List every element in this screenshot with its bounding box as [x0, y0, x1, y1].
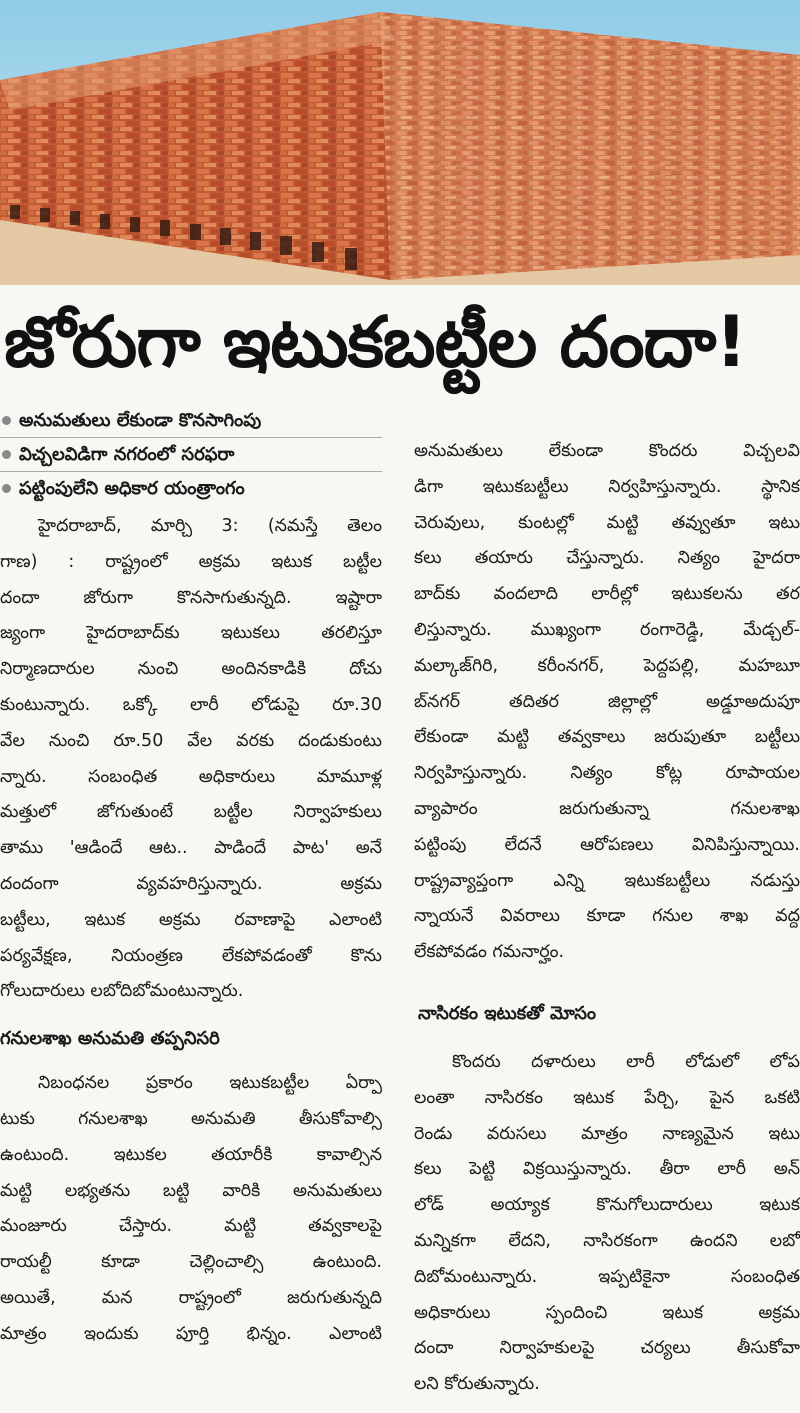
text-line: ఉంటుంది. ఇటుకల తయారీకి కావాల్సిన: [0, 1144, 382, 1165]
text-line: కొందరు దళారులు లారీ లోడులో లోప: [452, 1051, 800, 1072]
article-paragraph: [414, 1045, 800, 1403]
text-line: బట్టీలు, ఇటుక అక్రమ రవాణాపై ఎలాంటి: [0, 909, 382, 930]
text-line: రాష్ట్రవ్యాప్తంగా ఎన్ని ఇటుకబట్టీలు నడుస్తు: [414, 870, 800, 891]
text-line: మట్టి లభ్యతను బట్టి వారికి అనుమతులు: [0, 1180, 382, 1201]
bullet-point: విచ్చలవిడిగా నగరంలో సరఫరా: [0, 438, 382, 472]
text-line: మల్కాజ్‌గిరి, కరీంనగర్, పెద్దపల్లి, మహబూ: [414, 655, 800, 676]
text-line: మత్తులో జోగుతుంటే బట్టీల నిర్వాహకులు: [0, 802, 382, 823]
text-line: గోలుదారులు లబోదిబోమంటున్నారు.: [0, 981, 244, 1002]
text-line: దందా జోరుగా కొనసాగుతున్నది. ఇష్టారా: [0, 587, 382, 608]
bullet-dot-icon: [2, 484, 11, 493]
text-line: తాము 'ఆడిందే ఆట.. పాడిందే పాట' అనే: [0, 838, 382, 859]
text-line: దిబోమంటున్నారు. ఇప్పటికైనా సంబంధిత: [414, 1266, 800, 1287]
bullet-dot-icon: [2, 450, 11, 459]
text-line: డిగా ఇటుకబట్టీలు నిర్వహిస్తున్నారు. స్థానిక: [414, 476, 800, 497]
text-line: కుంటున్నారు. ఒక్కో లారీ లోడుపై రూ.30: [0, 694, 382, 715]
text-line: గాణ) : రాష్ట్రంలో అక్రమ ఇటుక బట్టీల: [0, 551, 382, 572]
text-line: జ్యంగా హైదరాబాద్‌కు ఇటుకలు తరలిస్తూ: [0, 623, 382, 644]
headline: జోరుగా ఇటుకబట్టీల దందా!: [4, 301, 747, 383]
text-line: బ్‌నగర్ తదితర జిల్లాల్లో అడ్డూఅదుపూ: [414, 691, 800, 712]
article-paragraph: [0, 1066, 382, 1352]
section-subheading: నాసిరకం ఇటుకతో మోసం: [418, 1002, 597, 1024]
text-line: వ్యాపారం జరుగుతున్నా గనులశాఖ: [414, 798, 800, 819]
text-line: దందా నిర్వాహకులపై చర్యలు తీసుకోవా: [414, 1338, 800, 1359]
text-line: లని కోరుతున్నారు.: [414, 1374, 540, 1395]
text-line: రెండు వరుసలు మాత్రం నాణ్యమైన ఇటు: [414, 1123, 800, 1144]
text-line: చెరువులు, కుంటల్లో మట్టి తవ్వుతూ ఇటు: [414, 512, 800, 533]
text-line: కలు తయారు చేస్తున్నారు. నిత్యం హైదరా: [414, 548, 800, 569]
text-line: పట్టింపు లేదనే ఆరోపణలు వినిపిస్తున్నాయి.: [414, 834, 800, 855]
text-line: అయితే, మన రాష్ట్రంలో జరుగుతున్నది: [0, 1287, 382, 1308]
text-line: హైదరాబాద్, మార్చి 3: (నమస్తే తెలం: [38, 516, 382, 536]
text-line: మన్నికగా లేదని, నాసిరకంగా ఉందని లబో: [414, 1230, 800, 1251]
text-line: లంతా నాసిరకం ఇటుక పేర్చి, పైన ఒకటి: [414, 1087, 800, 1108]
text-line: లోడ్ అయ్యాక కొనుగోలుదారులు ఇటుక: [414, 1195, 800, 1216]
text-line: దందంగా వ్యవహరిస్తున్నారు. అక్రమ: [0, 873, 382, 894]
bullet-point: అనుమతులు లేకుండా కొనసాగింపు: [0, 404, 382, 438]
section-subheading: గనులశాఖ అనుమతి తప్పనిసరి: [0, 1028, 220, 1050]
text-line: లిస్తున్నారు. ముఖ్యంగా రంగారెడ్డి, మేడ్చల్-: [414, 619, 800, 640]
left-column: [0, 404, 382, 1353]
text-line: అనుమతులు లేకుండా కొందరు విచ్చలవి: [414, 441, 800, 461]
text-line: బాద్‌కు వందలాది లారీల్లో ఇటుకలను తర: [414, 584, 800, 605]
text-line: టుకు గనులశాఖ అనుమతి తీసుకోవాల్సి: [0, 1108, 382, 1129]
text-line: లేకుండా మట్టి తవ్వకాలు జరుపుతూ బట్టీలు: [414, 727, 800, 748]
text-line: న్నారు. సంబంధిత అధికారులు మామూళ్ల: [0, 766, 382, 787]
text-line: మంజూరు చేస్తారు. మట్టి తవ్వకాలపై: [0, 1216, 382, 1237]
text-line: లేకపోవడం గమనార్హం.: [414, 942, 565, 963]
text-line: నిర్మాణదారుల నుంచి అందినకాడికి దోచు: [0, 659, 382, 680]
text-line: నిబంధనల ప్రకారం ఇటుకబట్టీల ఏర్పా: [38, 1073, 382, 1094]
right-column: [414, 434, 800, 1403]
bullet-point: పట్టింపులేని అధికార యంత్రాంగం: [0, 472, 382, 505]
text-line: కలు పెట్టి విక్రయిస్తున్నారు. తీరా లారీ అన్: [414, 1159, 800, 1180]
text-line: న్నాయనే వివరాలు కూడా గనుల శాఖ వద్ద: [414, 906, 800, 927]
text-line: పర్యవేక్షణ, నియంత్రణ లేకపోవడంతో కొను: [0, 945, 382, 966]
text-line: నిర్వహిస్తున్నారు. నిత్యం కోట్ల రూపాయల: [414, 763, 800, 784]
article-paragraph: [414, 434, 800, 971]
bullet-dot-icon: [2, 416, 11, 425]
text-line: అధికారులు స్పందించి ఇటుక అక్రమ: [414, 1302, 800, 1323]
article-paragraph: [0, 509, 382, 1010]
text-line: మాత్రం ఇందుకు పూర్తి భిన్నం. ఎలాంటి: [0, 1323, 382, 1344]
text-line: వేల నుంచి రూ.50 వేల వరకు దండుకుంటు: [0, 730, 382, 751]
brick-kiln-photo: [0, 0, 800, 285]
text-line: రాయల్టీ కూడా చెల్లించాల్సి ఉంటుంది.: [0, 1252, 382, 1273]
brick-stack-illustration: [0, 0, 800, 285]
